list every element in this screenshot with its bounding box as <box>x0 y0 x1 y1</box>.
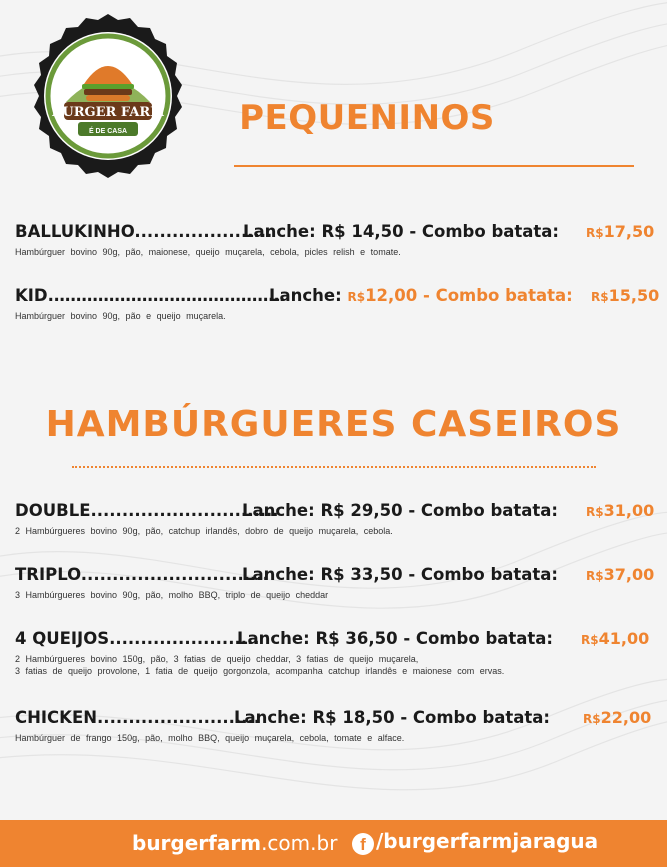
currency: R$ <box>347 290 366 304</box>
item-name: CHICKEN.......................... <box>15 708 261 727</box>
combo-value: 15,50 <box>608 286 660 305</box>
item-description: 3 Hambúrgueres bovino 90g, pão, molho BBQ, triplo de queijo cheddar <box>15 590 329 600</box>
item-lanche-price: Lanche: R$ 29,50 - Combo batata: <box>242 501 559 520</box>
currency: R$ <box>586 505 604 519</box>
burger-farm-logo <box>22 10 194 182</box>
section-title-hamburgueres-caseiros: HAMBÚRGUERES CASEIROS <box>45 404 622 445</box>
item-description: 2 Hambúrgueres bovino 90g, pão, catchup irlandês, dobro de queijo muçarela, cebola. <box>15 526 393 536</box>
item-name: KID.…………………………………… <box>15 286 285 305</box>
currency: R$ <box>581 633 599 647</box>
item-lanche-price: Lanche: R$ 36,50 - Combo batata: <box>237 629 554 648</box>
lanche-label: Lanche: <box>269 286 342 305</box>
item-name: 4 QUEIJOS........................ <box>15 629 260 648</box>
combo-value: 37,00 <box>603 565 655 584</box>
item-combo-price <box>581 629 649 648</box>
item-description: 2 Hambúrgueres bovino 150g, pão, 3 fatias de queijo cheddar, 3 fatias de queijo muçarela, <box>15 654 419 664</box>
combo-value: 17,50 <box>603 222 655 241</box>
social-link[interactable] <box>352 829 598 855</box>
website-bold: burgerfarm <box>132 831 262 855</box>
menu-item-triplo <box>15 565 655 601</box>
item-description: Hambúrguer bovino 90g, pão e queijo muçarela. <box>15 311 226 321</box>
item-combo-price <box>583 708 651 727</box>
item-lanche-price: Lanche: R$ 33,50 - Combo batata: <box>242 565 559 584</box>
currency: R$ <box>586 569 604 583</box>
menu-item-4-queijos <box>15 629 655 677</box>
logo-tagline: É DE CASA <box>88 128 128 135</box>
section-divider <box>234 165 634 167</box>
combo-value: 31,00 <box>603 501 655 520</box>
item-combo-price <box>591 286 659 305</box>
item-description-line-2: 3 fatias de queijo provolone, 1 fatia de queijo gorgonzola, acompanha catchup irlandês e maionese com ervas. <box>15 666 505 676</box>
footer-bar <box>0 820 667 867</box>
item-combo-price <box>586 565 654 584</box>
facebook-icon: f <box>352 833 374 855</box>
item-lanche-price <box>269 286 573 305</box>
item-combo-price <box>586 501 654 520</box>
website-rest: .com.br <box>261 831 338 855</box>
currency: R$ <box>591 290 609 304</box>
menu-item-double <box>15 501 655 537</box>
item-lanche-price: Lanche: R$ 18,50 - Combo batata: <box>234 708 551 727</box>
section-title-pequeninos: PEQUENINOS <box>239 98 495 138</box>
website-link[interactable] <box>132 831 337 855</box>
menu-item-kid <box>15 286 660 322</box>
item-name: DOUBLE.............................. <box>15 501 279 520</box>
combo-value: 41,00 <box>598 629 650 648</box>
section-divider <box>72 466 596 468</box>
currency: R$ <box>583 712 601 726</box>
item-lanche-price: Lanche: R$ 14,50 - Combo batata: <box>243 222 560 241</box>
item-combo-price <box>586 222 654 241</box>
item-name: BALLUKINHO...................... <box>15 222 273 241</box>
item-name: TRIPLO.............................. <box>15 565 269 584</box>
item-description: Hambúrguer bovino 90g, pão, maionese, queijo muçarela, cebola, picles relish e tomate. <box>15 247 401 257</box>
item-description: Hambúrguer de frango 150g, pão, molho BBQ, queijo muçarela, cebola, tomate e alface. <box>15 733 405 743</box>
currency: R$ <box>586 226 604 240</box>
logo-brand: BURGER FARM <box>51 105 165 120</box>
combo-value: 22,00 <box>600 708 652 727</box>
lanche-orange-text: 12,00 - Combo batata: <box>365 286 573 305</box>
menu-item-chicken <box>15 708 655 744</box>
social-handle: /burgerfarmjaragua <box>376 829 599 853</box>
menu-item-ballukinho <box>15 222 655 258</box>
